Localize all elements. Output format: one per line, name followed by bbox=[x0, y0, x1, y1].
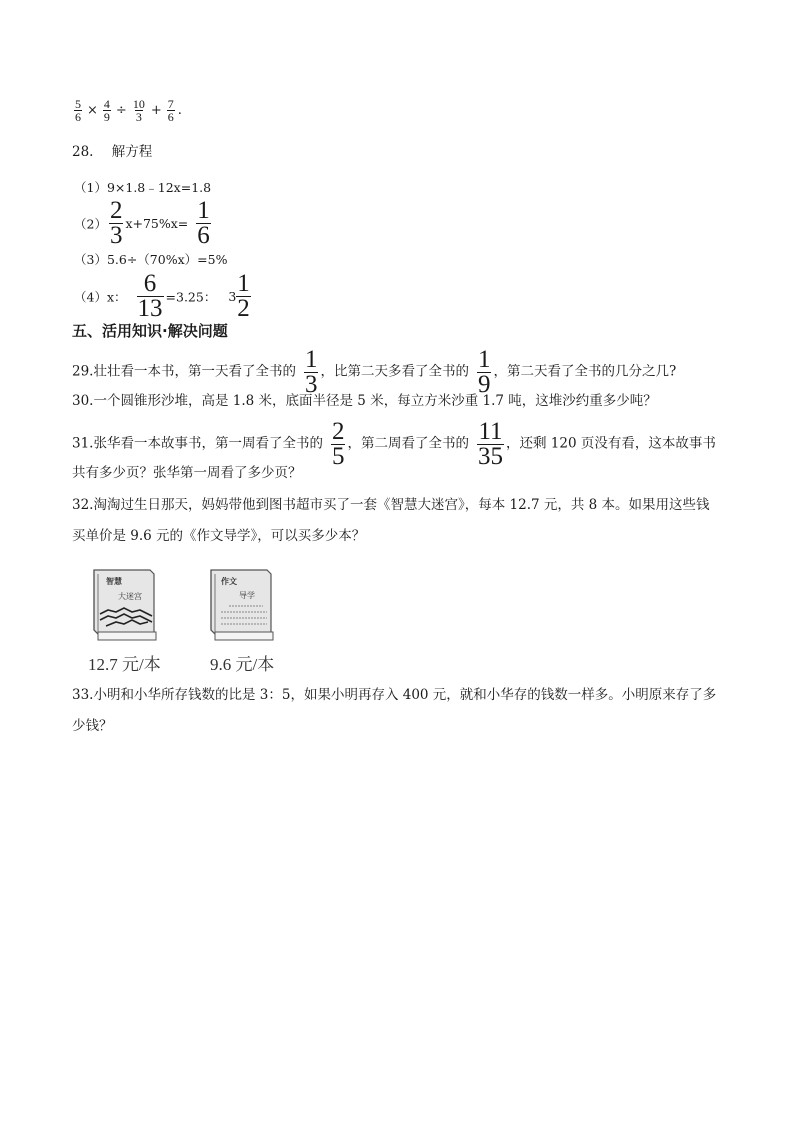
denominator: 3 bbox=[304, 370, 318, 398]
question-33-line-1: 33.小明和小华所存钱数的比是 3：5，如果小明再存入 400 元，就和小华存的钱数一样多。小明原来存了多 bbox=[72, 687, 717, 703]
question-number: 28. bbox=[72, 144, 94, 160]
question-text: 31.张华看一本故事书，第一周看了全书的 bbox=[72, 435, 323, 452]
book-price: 9.6 元/本 bbox=[210, 655, 275, 674]
fraction bbox=[304, 348, 319, 397]
fraction bbox=[109, 199, 124, 248]
book-price: 12.7 元/本 bbox=[88, 655, 161, 674]
equation-text: 5.6÷（70%x）=5% bbox=[106, 252, 228, 267]
question-28-heading bbox=[72, 146, 152, 160]
question-30: 30.一个圆锥形沙堆，高是 1.8 米，底面半径是 5 米，每立方米沙重 1.7 吨，这堆沙约重多少吨？ bbox=[72, 393, 657, 409]
operator: × bbox=[87, 103, 98, 118]
denominator: 2 bbox=[237, 294, 250, 322]
fraction bbox=[167, 98, 175, 123]
numerator: 1 bbox=[477, 346, 491, 373]
section-heading: 五、活用知识·解决问题 bbox=[72, 322, 228, 340]
equation-2 bbox=[74, 199, 213, 248]
question-text: ，还剩 120 页没有看，这本故事书 bbox=[505, 435, 716, 452]
denominator: 13 bbox=[137, 294, 163, 322]
equation-text: x+75%x= bbox=[125, 215, 189, 231]
fraction bbox=[477, 420, 504, 469]
numerator: 4 bbox=[103, 97, 110, 111]
question-32-line-2: 买单价是 9.6 元的《作文导学》，可以买多少本？ bbox=[72, 528, 366, 544]
equation-4 bbox=[74, 272, 253, 321]
question-title: 解方程 bbox=[111, 144, 153, 160]
book-title: 作文 bbox=[221, 577, 237, 586]
denominator: 5 bbox=[331, 442, 345, 470]
denominator: 6 bbox=[167, 110, 174, 124]
question-31-line-2: 共有多少页？张华第一周看了多少页？ bbox=[72, 465, 302, 481]
fraction bbox=[137, 272, 164, 321]
question-text: ，比第二天多看了全书的 bbox=[320, 363, 469, 380]
equation-text: x： bbox=[106, 289, 127, 305]
numerator: 10 bbox=[132, 97, 145, 111]
numerator: 5 bbox=[75, 97, 81, 111]
book-icon bbox=[88, 566, 160, 644]
question-32-line-1: 32.淘淘过生日那天，妈妈带他到图书超市买了一套《智慧大迷宫》，每本 12.7 元，共 8 本。如果用这些钱 bbox=[72, 497, 710, 513]
denominator: 6 bbox=[197, 221, 210, 249]
book-title: 导学 bbox=[239, 591, 255, 600]
item-label: （4） bbox=[74, 289, 107, 305]
denominator: 6 bbox=[75, 110, 81, 124]
numerator: 6 bbox=[143, 270, 157, 297]
question-29 bbox=[72, 348, 676, 397]
denominator: 9 bbox=[477, 370, 491, 398]
denominator: 3 bbox=[135, 110, 142, 124]
book-illustration-zuowen bbox=[205, 566, 277, 644]
operator: + bbox=[150, 103, 162, 118]
numerator: 1 bbox=[304, 346, 318, 373]
fraction bbox=[477, 348, 492, 397]
operator: ÷ bbox=[115, 103, 127, 118]
fraction bbox=[236, 272, 251, 321]
question-33-line-2: 少钱？ bbox=[72, 718, 113, 734]
fraction bbox=[74, 98, 82, 123]
expression-line bbox=[72, 98, 185, 123]
item-label: （3） bbox=[74, 252, 107, 267]
book-icon bbox=[205, 566, 277, 644]
mixed-whole: 3 bbox=[228, 288, 237, 304]
numerator: 2 bbox=[109, 197, 123, 224]
equation-1 bbox=[74, 178, 211, 196]
denominator: 9 bbox=[103, 110, 110, 124]
question-31 bbox=[72, 420, 716, 469]
fraction bbox=[132, 98, 146, 123]
numerator: 7 bbox=[167, 97, 174, 111]
numerator: 1 bbox=[197, 197, 210, 224]
fraction bbox=[331, 420, 346, 469]
book-title: 大迷宫 bbox=[118, 592, 142, 601]
numerator: 1 bbox=[237, 270, 250, 297]
book-illustration-zhihui bbox=[88, 566, 160, 644]
question-text: ，第二天看了全书的几分之几? bbox=[493, 363, 677, 380]
numerator: 11 bbox=[478, 418, 503, 445]
item-label: （1） bbox=[74, 180, 107, 195]
numerator: 2 bbox=[331, 418, 345, 445]
fraction bbox=[196, 199, 211, 248]
item-label: （2） bbox=[74, 216, 107, 232]
fraction bbox=[103, 98, 111, 123]
equation-text: 9×1.8﹣12x=1.8 bbox=[106, 180, 212, 195]
question-text: ，第二周看了全书的 bbox=[347, 435, 469, 452]
question-text: 29.壮壮看一本书，第一天看了全书的 bbox=[72, 363, 296, 380]
book-title: 智慧 bbox=[106, 577, 122, 586]
equation-text: =3.25： bbox=[165, 289, 217, 305]
equation-3 bbox=[74, 250, 227, 268]
period: . bbox=[177, 103, 182, 118]
denominator: 35 bbox=[477, 442, 503, 470]
denominator: 3 bbox=[109, 221, 123, 249]
